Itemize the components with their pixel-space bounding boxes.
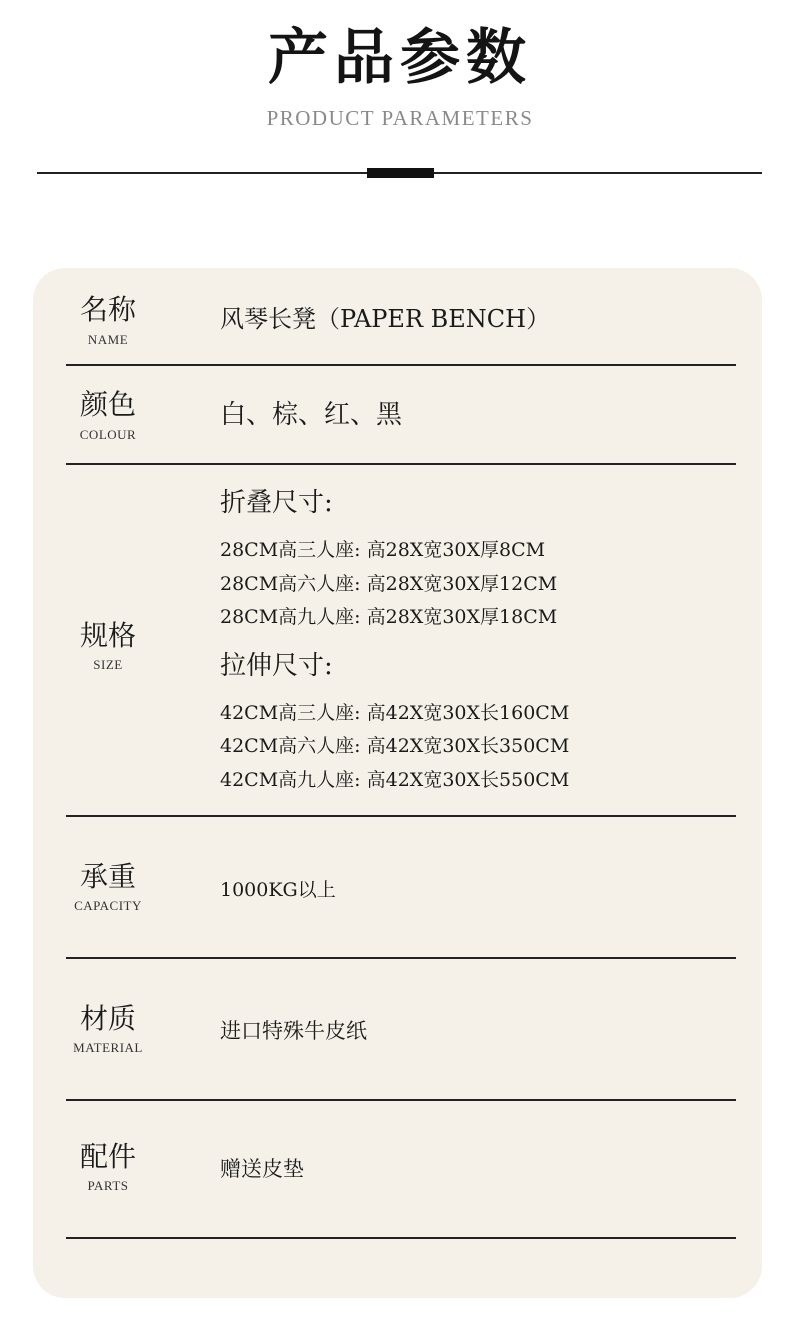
parts-label: 配件 [79, 1140, 136, 1173]
parts-label-en: PARTS [87, 1178, 129, 1193]
capacity-label: 承重 [79, 860, 136, 893]
folded-size-title: 折叠尺寸: [220, 488, 333, 518]
material-label-en: MATERIAL [73, 1040, 143, 1055]
material-value: 进口特殊牛皮纸 [220, 1019, 367, 1043]
stretched-size-line: 42CM高九人座: 高42X宽30X长550CM [220, 769, 570, 791]
row-divider [66, 957, 736, 959]
row-divider [66, 364, 736, 366]
page-title: 产品参数 [268, 23, 532, 93]
colour-value: 白、棕、红、黑 [220, 400, 403, 430]
capacity-label-en: CAPACITY [74, 898, 142, 913]
stretched-size-line: 42CM高六人座: 高42X宽30X长350CM [220, 735, 570, 757]
name-label-en: NAME [87, 332, 129, 347]
header-divider-accent [367, 168, 434, 178]
row-divider [66, 463, 736, 465]
stretched-size-line: 42CM高三人座: 高42X宽30X长160CM [220, 702, 570, 724]
folded-size-line: 28CM高六人座: 高28X宽30X厚12CM [220, 573, 558, 595]
stretched-size-title: 拉伸尺寸: [220, 651, 333, 681]
size-label-en: SIZE [93, 657, 123, 672]
name-label: 名称 [79, 293, 136, 326]
page-subtitle: PRODUCT PARAMETERS [266, 106, 534, 130]
row-divider [66, 1237, 736, 1239]
colour-label: 颜色 [79, 388, 136, 421]
material-label: 材质 [79, 1002, 136, 1035]
colour-label-en: COLOUR [79, 427, 137, 442]
folded-size-line: 28CM高九人座: 高28X宽30X厚18CM [220, 606, 558, 628]
parts-value: 赠送皮垫 [220, 1157, 304, 1181]
row-divider [66, 1099, 736, 1101]
row-divider [66, 815, 736, 817]
folded-size-line: 28CM高三人座: 高28X宽30X厚8CM [220, 539, 546, 561]
name-value: 风琴长凳（PAPER BENCH） [220, 305, 551, 333]
size-label: 规格 [79, 619, 136, 652]
capacity-value: 1000KG以上 [220, 879, 336, 901]
